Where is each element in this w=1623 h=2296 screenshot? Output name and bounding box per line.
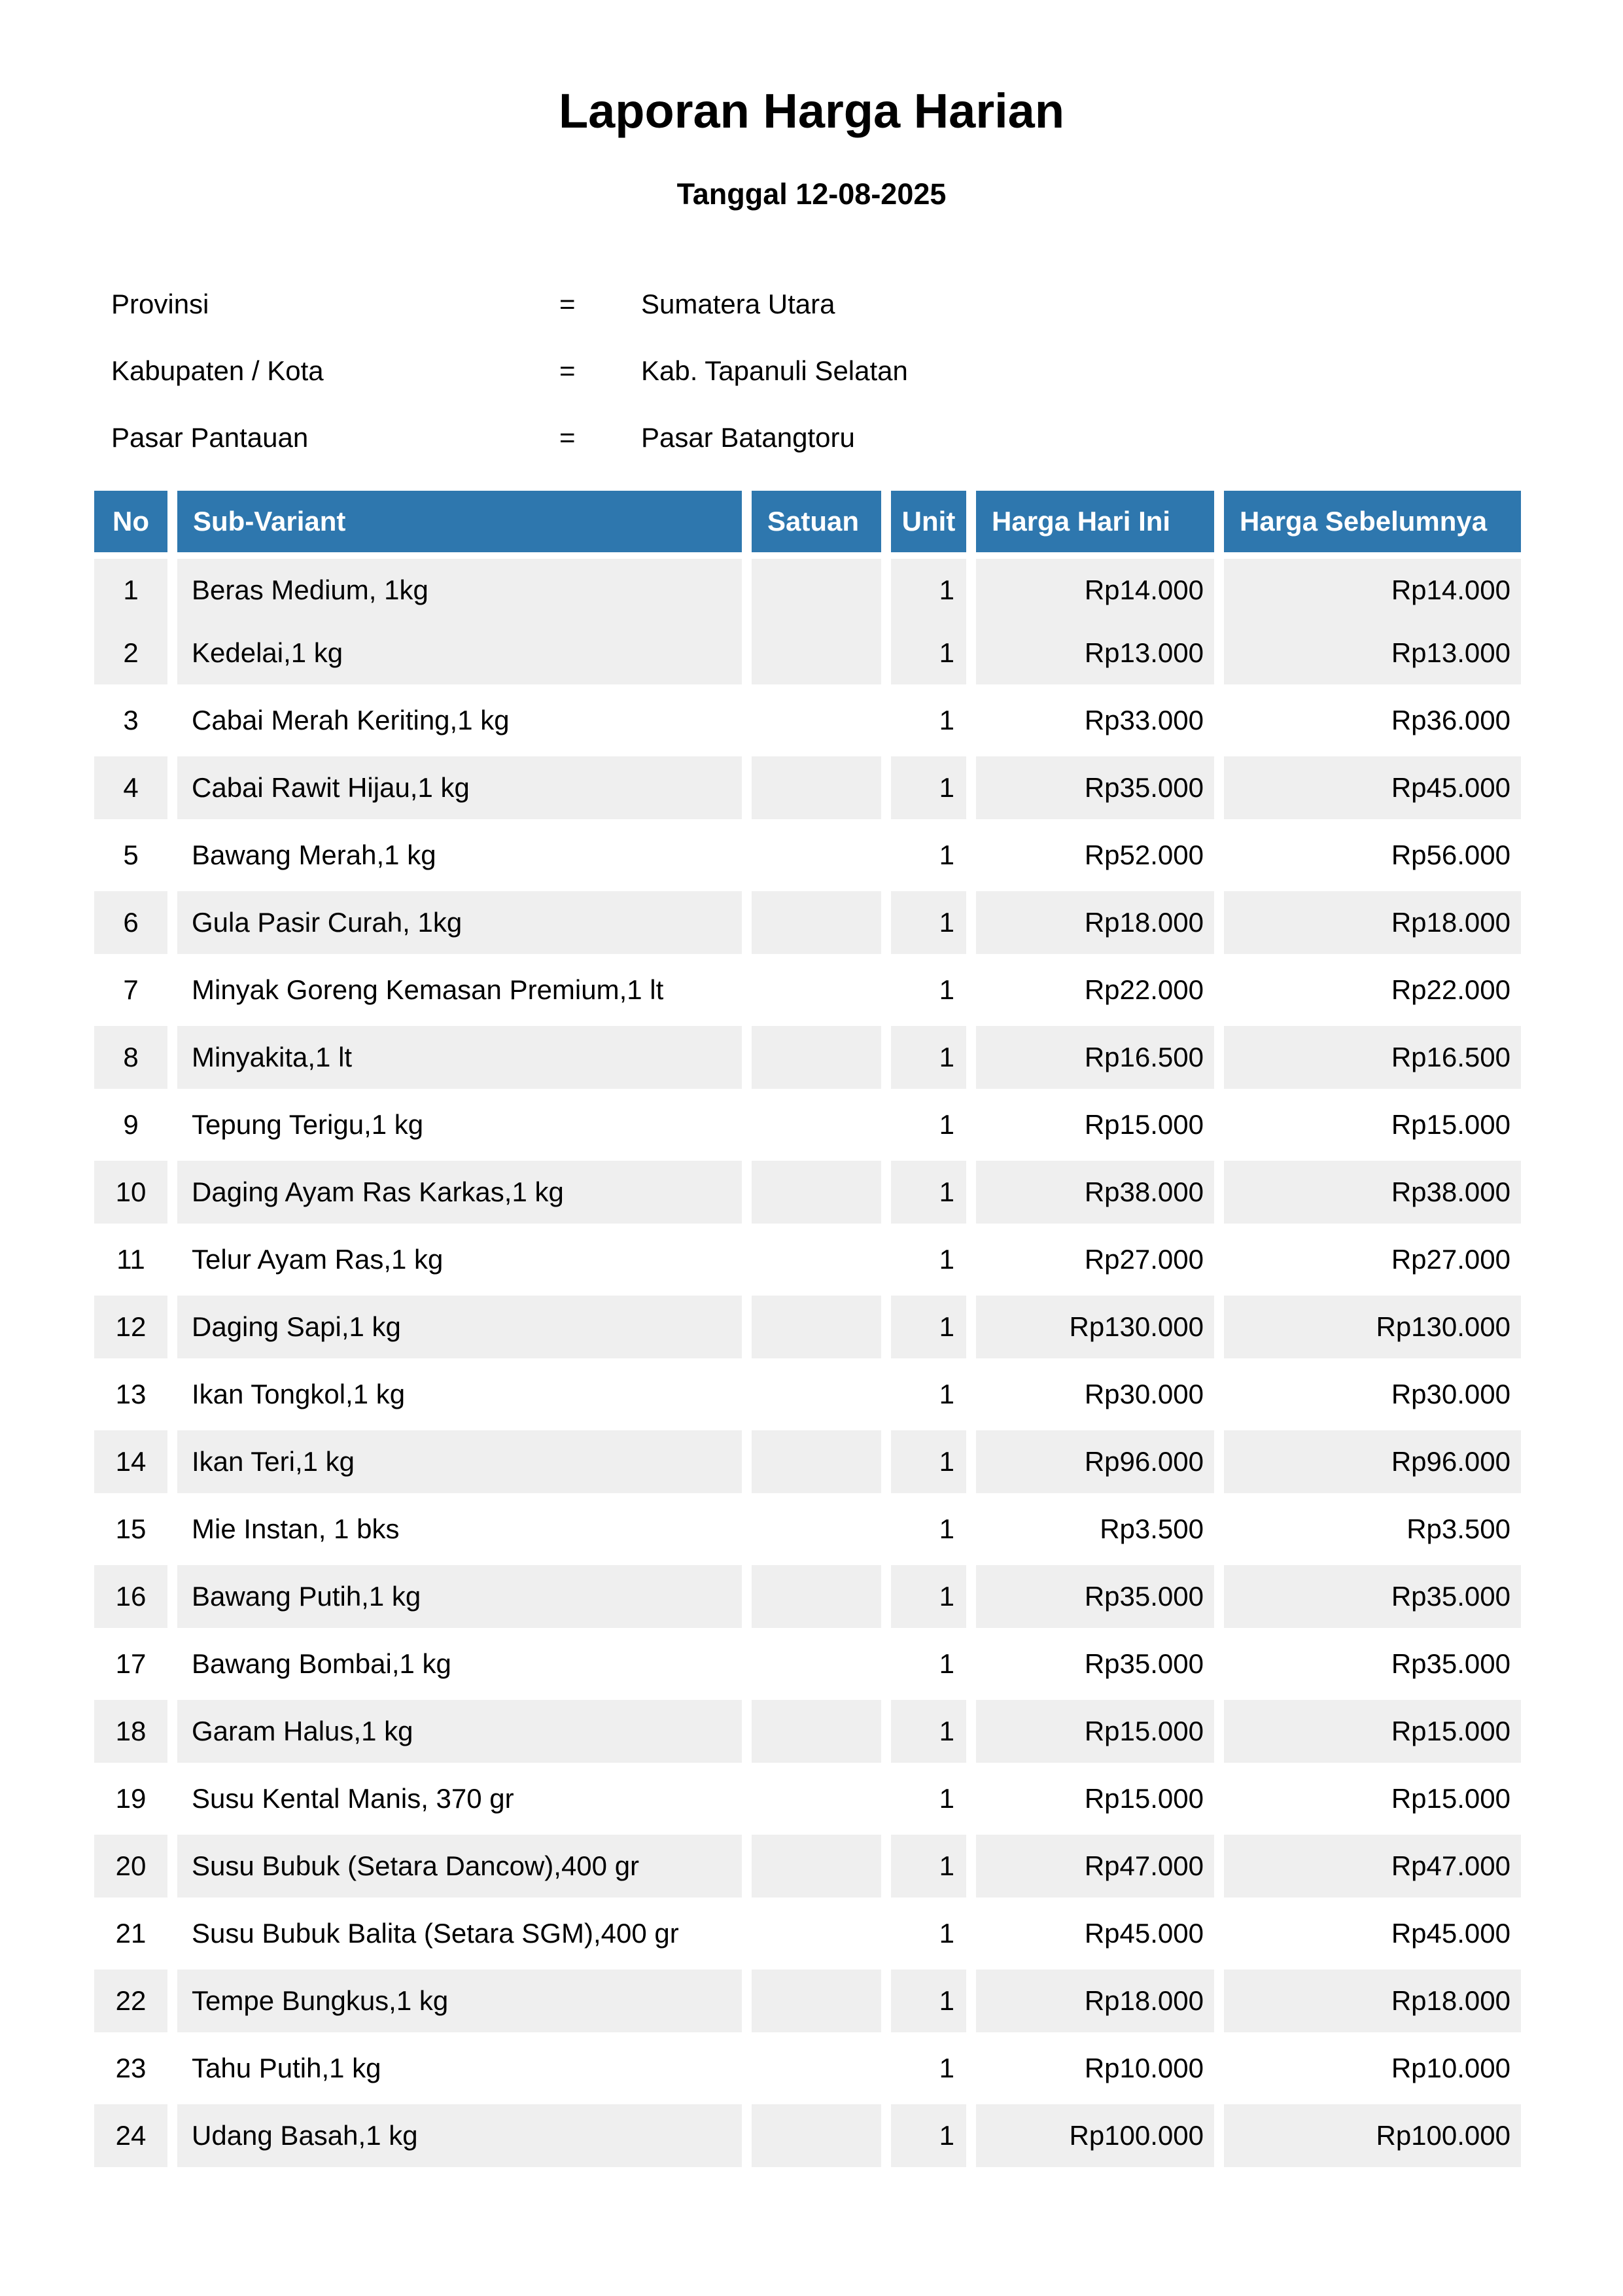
equals-sign: = bbox=[559, 288, 576, 319]
cell-harga-sebelumnya: Rp38.000 bbox=[1224, 1161, 1521, 1224]
column-header-unit: Unit bbox=[891, 491, 966, 552]
cell-sub-variant: Gula Pasir Curah, 1kg bbox=[177, 891, 742, 954]
cell-harga-sebelumnya: Rp10.000 bbox=[1391, 2052, 1510, 2083]
cell-sub-variant: Daging Sapi,1 kg bbox=[177, 1296, 742, 1358]
cell-satuan bbox=[752, 1902, 881, 1965]
cell-no: 19 bbox=[115, 1782, 147, 1814]
cell-unit: 1 bbox=[891, 1430, 966, 1493]
cell-unit: 1 bbox=[939, 1513, 954, 1544]
cell-sub-variant: Tahu Putih,1 kg bbox=[192, 2052, 381, 2083]
cell-no: 11 bbox=[116, 1243, 145, 1275]
cell-sub-variant: Telur Ayam Ras,1 kg bbox=[192, 1243, 444, 1275]
table-row bbox=[94, 1969, 1521, 2032]
cell-sub-variant: Udang Basah,1 kg bbox=[177, 2104, 742, 2167]
cell-sub-variant: Kedelai,1 kg bbox=[177, 622, 742, 684]
table-row bbox=[94, 824, 1521, 887]
cell-sub-variant: Ikan Teri,1 kg bbox=[177, 1430, 742, 1493]
cell-unit: 1 bbox=[939, 1108, 954, 1140]
cell-unit: 1 bbox=[939, 1243, 954, 1275]
cell-harga-hari-ini: Rp15.000 bbox=[976, 1700, 1214, 1763]
cell-no: 24 bbox=[94, 2104, 167, 2167]
cell-satuan bbox=[752, 959, 881, 1021]
table-header-row bbox=[94, 491, 1521, 552]
metadata-label: Kabupaten / Kota bbox=[111, 355, 324, 386]
cell-harga-hari-ini: Rp130.000 bbox=[976, 1296, 1214, 1358]
cell-unit: 1 bbox=[891, 1835, 966, 1898]
cell-unit: 1 bbox=[891, 559, 966, 622]
cell-harga-hari-ini: Rp3.500 bbox=[1100, 1513, 1204, 1544]
cell-satuan bbox=[752, 1296, 881, 1358]
cell-unit: 1 bbox=[891, 1565, 966, 1628]
cell-harga-sebelumnya: Rp15.000 bbox=[1224, 1700, 1521, 1763]
cell-satuan bbox=[752, 1093, 881, 1156]
cell-unit: 1 bbox=[939, 839, 954, 870]
cell-sub-variant: Bawang Putih,1 kg bbox=[177, 1565, 742, 1628]
cell-satuan bbox=[752, 824, 881, 887]
table-row bbox=[94, 559, 1521, 622]
metadata-value: Kab. Tapanuli Selatan bbox=[641, 355, 908, 386]
cell-harga-sebelumnya: Rp15.000 bbox=[1391, 1108, 1510, 1140]
cell-no: 15 bbox=[115, 1513, 147, 1544]
cell-no: 5 bbox=[123, 839, 139, 870]
table-row bbox=[94, 1296, 1521, 1358]
cell-unit: 1 bbox=[891, 622, 966, 684]
cell-no: 20 bbox=[94, 1835, 167, 1898]
metadata-row-kabupaten-kota bbox=[111, 357, 1623, 385]
table-row bbox=[94, 756, 1521, 819]
cell-unit: 1 bbox=[891, 1700, 966, 1763]
cell-satuan bbox=[752, 1363, 881, 1426]
cell-satuan bbox=[752, 756, 881, 819]
cell-satuan bbox=[752, 1430, 881, 1493]
cell-satuan bbox=[752, 1228, 881, 1291]
table-row bbox=[94, 1026, 1521, 1089]
table-row bbox=[94, 1228, 1521, 1291]
cell-satuan bbox=[752, 689, 881, 752]
cell-sub-variant: Tepung Terigu,1 kg bbox=[192, 1108, 424, 1140]
equals-sign: = bbox=[559, 355, 576, 386]
cell-unit: 1 bbox=[891, 756, 966, 819]
cell-harga-sebelumnya: Rp13.000 bbox=[1224, 622, 1521, 684]
cell-no: 10 bbox=[94, 1161, 167, 1224]
cell-unit: 1 bbox=[891, 1026, 966, 1089]
cell-harga-hari-ini: Rp100.000 bbox=[976, 2104, 1214, 2167]
cell-unit: 1 bbox=[891, 891, 966, 954]
cell-unit: 1 bbox=[891, 1296, 966, 1358]
cell-no: 7 bbox=[123, 974, 139, 1005]
cell-harga-sebelumnya: Rp27.000 bbox=[1391, 1243, 1510, 1275]
cell-harga-sebelumnya: Rp36.000 bbox=[1391, 704, 1510, 735]
table-row bbox=[94, 1565, 1521, 1628]
cell-harga-hari-ini: Rp96.000 bbox=[976, 1430, 1214, 1493]
cell-sub-variant: Ikan Tongkol,1 kg bbox=[192, 1378, 406, 1409]
table-row bbox=[94, 1093, 1521, 1156]
cell-no: 1 bbox=[94, 559, 167, 622]
cell-harga-hari-ini: Rp45.000 bbox=[1084, 1917, 1204, 1949]
cell-harga-hari-ini: Rp27.000 bbox=[1084, 1243, 1204, 1275]
metadata-value: Pasar Batangtoru bbox=[641, 421, 855, 453]
cell-unit: 1 bbox=[939, 704, 954, 735]
cell-harga-hari-ini: Rp22.000 bbox=[1084, 974, 1204, 1005]
cell-satuan bbox=[752, 559, 881, 622]
cell-satuan bbox=[752, 2037, 881, 2100]
table-row bbox=[94, 622, 1521, 684]
table-row bbox=[94, 2104, 1521, 2167]
cell-unit: 1 bbox=[891, 2104, 966, 2167]
cell-satuan bbox=[752, 1700, 881, 1763]
cell-harga-hari-ini: Rp13.000 bbox=[976, 622, 1214, 684]
report-title: Laporan Harga Harian bbox=[558, 84, 1065, 138]
cell-sub-variant: Bawang Bombai,1 kg bbox=[192, 1648, 451, 1679]
cell-sub-variant: Susu Kental Manis, 370 gr bbox=[192, 1782, 514, 1814]
cell-sub-variant: Beras Medium, 1kg bbox=[177, 559, 742, 622]
table-row bbox=[94, 959, 1521, 1021]
metadata-value: Sumatera Utara bbox=[641, 288, 835, 319]
cell-harga-sebelumnya: Rp18.000 bbox=[1224, 1969, 1521, 2032]
cell-no: 18 bbox=[94, 1700, 167, 1763]
cell-harga-sebelumnya: Rp18.000 bbox=[1224, 891, 1521, 954]
table-row bbox=[94, 1498, 1521, 1561]
cell-satuan bbox=[752, 1633, 881, 1695]
cell-no: 13 bbox=[115, 1378, 147, 1409]
cell-satuan bbox=[752, 1161, 881, 1224]
metadata-label: Pasar Pantauan bbox=[111, 421, 309, 453]
table-body bbox=[94, 559, 1521, 2167]
cell-unit: 1 bbox=[939, 1648, 954, 1679]
cell-harga-hari-ini: Rp10.000 bbox=[1084, 2052, 1204, 2083]
column-header-sub-variant: Sub-Variant bbox=[177, 491, 742, 552]
cell-satuan bbox=[752, 622, 881, 684]
cell-harga-hari-ini: Rp47.000 bbox=[976, 1835, 1214, 1898]
cell-harga-sebelumnya: Rp16.500 bbox=[1224, 1026, 1521, 1089]
cell-no: 16 bbox=[94, 1565, 167, 1628]
cell-harga-sebelumnya: Rp22.000 bbox=[1391, 974, 1510, 1005]
cell-no: 3 bbox=[123, 704, 139, 735]
table-row bbox=[94, 891, 1521, 954]
cell-harga-sebelumnya: Rp30.000 bbox=[1391, 1378, 1510, 1409]
cell-sub-variant: Susu Bubuk (Setara Dancow),400 gr bbox=[177, 1835, 742, 1898]
cell-sub-variant: Minyakita,1 lt bbox=[177, 1026, 742, 1089]
cell-no: 14 bbox=[94, 1430, 167, 1493]
cell-no: 4 bbox=[94, 756, 167, 819]
cell-no: 12 bbox=[94, 1296, 167, 1358]
cell-sub-variant: Bawang Merah,1 kg bbox=[192, 839, 436, 870]
cell-sub-variant: Garam Halus,1 kg bbox=[177, 1700, 742, 1763]
cell-satuan bbox=[752, 2104, 881, 2167]
table-row bbox=[94, 1700, 1521, 1763]
cell-satuan bbox=[752, 1969, 881, 2032]
metadata-label: Provinsi bbox=[111, 288, 209, 319]
cell-harga-hari-ini: Rp18.000 bbox=[976, 1969, 1214, 2032]
cell-sub-variant: Mie Instan, 1 bks bbox=[192, 1513, 400, 1544]
cell-harga-hari-ini: Rp35.000 bbox=[976, 756, 1214, 819]
table-row bbox=[94, 1161, 1521, 1224]
column-header-harga-sebelumnya: Harga Sebelumnya bbox=[1224, 491, 1521, 552]
column-header-satuan: Satuan bbox=[752, 491, 881, 552]
cell-harga-sebelumnya: Rp45.000 bbox=[1391, 1917, 1510, 1949]
column-header-no: No bbox=[94, 491, 167, 552]
cell-unit: 1 bbox=[939, 1917, 954, 1949]
cell-unit: 1 bbox=[939, 2052, 954, 2083]
cell-harga-hari-ini: Rp14.000 bbox=[976, 559, 1214, 622]
cell-harga-sebelumnya: Rp35.000 bbox=[1224, 1565, 1521, 1628]
cell-unit: 1 bbox=[891, 1161, 966, 1224]
cell-no: 21 bbox=[115, 1917, 147, 1949]
cell-no: 22 bbox=[94, 1969, 167, 2032]
table-row bbox=[94, 689, 1521, 752]
cell-no: 6 bbox=[94, 891, 167, 954]
table-row bbox=[94, 2037, 1521, 2100]
cell-no: 17 bbox=[115, 1648, 147, 1679]
cell-harga-sebelumnya: Rp35.000 bbox=[1391, 1648, 1510, 1679]
cell-no: 23 bbox=[115, 2052, 147, 2083]
cell-sub-variant: Susu Bubuk Balita (Setara SGM),400 gr bbox=[192, 1917, 679, 1949]
cell-no: 2 bbox=[94, 622, 167, 684]
cell-satuan bbox=[752, 1565, 881, 1628]
cell-unit: 1 bbox=[939, 974, 954, 1005]
cell-sub-variant: Cabai Merah Keriting,1 kg bbox=[192, 704, 510, 735]
cell-harga-sebelumnya: Rp100.000 bbox=[1224, 2104, 1521, 2167]
cell-unit: 1 bbox=[939, 1782, 954, 1814]
cell-sub-variant: Cabai Rawit Hijau,1 kg bbox=[177, 756, 742, 819]
report-date: Tanggal 12-08-2025 bbox=[676, 177, 947, 211]
equals-sign: = bbox=[559, 421, 576, 453]
cell-harga-hari-ini: Rp15.000 bbox=[1084, 1782, 1204, 1814]
metadata-row-provinsi bbox=[111, 288, 1623, 319]
cell-sub-variant: Daging Ayam Ras Karkas,1 kg bbox=[177, 1161, 742, 1224]
metadata-section bbox=[111, 288, 1623, 453]
cell-harga-hari-ini: Rp52.000 bbox=[1084, 839, 1204, 870]
table-row bbox=[94, 1835, 1521, 1898]
cell-harga-sebelumnya: Rp47.000 bbox=[1224, 1835, 1521, 1898]
cell-harga-hari-ini: Rp18.000 bbox=[976, 891, 1214, 954]
cell-no: 9 bbox=[123, 1108, 139, 1140]
table-row bbox=[94, 1902, 1521, 1965]
cell-harga-sebelumnya: Rp3.500 bbox=[1406, 1513, 1510, 1544]
cell-harga-hari-ini: Rp33.000 bbox=[1084, 704, 1204, 735]
cell-satuan bbox=[752, 1835, 881, 1898]
cell-unit: 1 bbox=[939, 1378, 954, 1409]
table-row bbox=[94, 1633, 1521, 1695]
cell-harga-hari-ini: Rp16.500 bbox=[976, 1026, 1214, 1089]
cell-harga-sebelumnya: Rp130.000 bbox=[1224, 1296, 1521, 1358]
cell-satuan bbox=[752, 1498, 881, 1561]
cell-harga-sebelumnya: Rp15.000 bbox=[1391, 1782, 1510, 1814]
cell-satuan bbox=[752, 1026, 881, 1089]
cell-harga-hari-ini: Rp35.000 bbox=[976, 1565, 1214, 1628]
cell-sub-variant: Tempe Bungkus,1 kg bbox=[177, 1969, 742, 2032]
price-table bbox=[94, 491, 1521, 2167]
table-row bbox=[94, 1767, 1521, 1830]
metadata-row-pasar-pantauan bbox=[111, 421, 1623, 453]
cell-harga-hari-ini: Rp35.000 bbox=[1084, 1648, 1204, 1679]
column-header-harga-hari-ini: Harga Hari Ini bbox=[976, 491, 1214, 552]
cell-satuan bbox=[752, 1767, 881, 1830]
cell-no: 8 bbox=[94, 1026, 167, 1089]
cell-unit: 1 bbox=[891, 1969, 966, 2032]
cell-harga-sebelumnya: Rp56.000 bbox=[1391, 839, 1510, 870]
cell-sub-variant: Minyak Goreng Kemasan Premium,1 lt bbox=[192, 974, 664, 1005]
cell-harga-hari-ini: Rp30.000 bbox=[1084, 1378, 1204, 1409]
cell-harga-sebelumnya: Rp14.000 bbox=[1224, 559, 1521, 622]
table-row bbox=[94, 1363, 1521, 1426]
table-row bbox=[94, 1430, 1521, 1493]
cell-harga-hari-ini: Rp38.000 bbox=[976, 1161, 1214, 1224]
cell-harga-sebelumnya: Rp45.000 bbox=[1224, 756, 1521, 819]
cell-harga-sebelumnya: Rp96.000 bbox=[1224, 1430, 1521, 1493]
cell-harga-hari-ini: Rp15.000 bbox=[1084, 1108, 1204, 1140]
cell-satuan bbox=[752, 891, 881, 954]
